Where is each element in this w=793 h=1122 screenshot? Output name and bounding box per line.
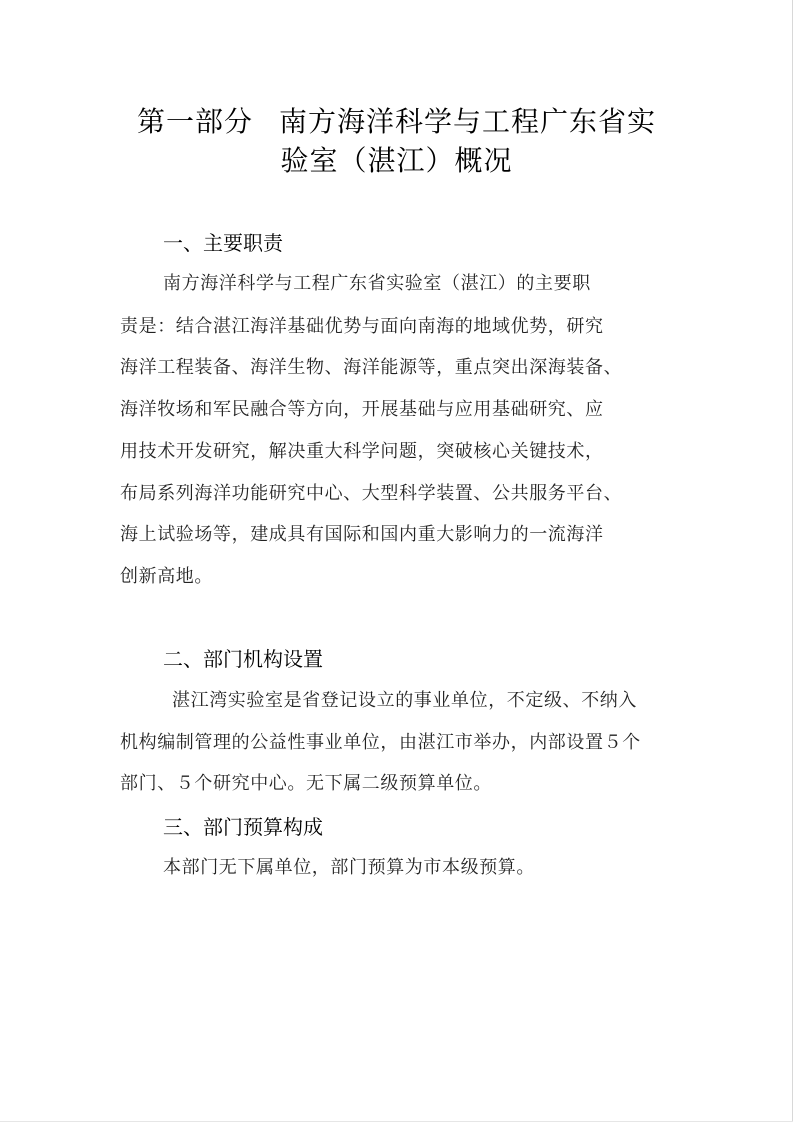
- paragraph-line: 部门、５个研究中心。无下属二级预算单位。: [120, 773, 492, 794]
- page-title-line-2: 验室（湛江）概况: [280, 144, 513, 177]
- paragraph-line: 海洋工程装备、海洋生物、海洋能源等，重点突出深海装备、: [120, 357, 623, 378]
- paragraph-line: 机构编制管理的公益性事业单位，由湛江市举办，内部设置５个: [120, 732, 641, 753]
- paragraph-line: 创新高地。: [120, 566, 213, 587]
- section-heading-budget: 三、部门预算构成: [163, 815, 323, 839]
- title-part-label: 第一部分: [136, 105, 253, 138]
- paragraph-line: 本部门无下属单位，部门预算为市本级预算。: [163, 857, 535, 878]
- paragraph-line: 布局系列海洋功能研究中心、大型科学装置、公共服务平台、: [120, 483, 623, 504]
- paragraph-line: 海洋牧场和军民融合等方向，开展基础与应用基础研究、应: [120, 399, 604, 420]
- paragraph-line: 海上试验场等，建成具有国际和国内重大影响力的一流海洋: [120, 524, 604, 545]
- page-title-line-1: [0, 102, 793, 142]
- paragraph-line: 责是：结合湛江海洋基础优势与面向南海的地域优势，研究: [120, 316, 604, 337]
- paragraph-line: 南方海洋科学与工程广东省实验室（湛江）的主要职: [163, 273, 591, 294]
- paragraph-line: 湛江湾实验室是省登记设立的事业单位，不定级、不纳入: [172, 690, 637, 711]
- section-heading-duties: 一、主要职责: [163, 231, 283, 255]
- paragraph-line: 用技术开发研究，解决重大科学问题，突破核心关键技术，: [120, 441, 604, 462]
- title-text-1: 南方海洋科学与工程广东省实: [279, 105, 657, 138]
- section-heading-organization: 二、部门机构设置: [163, 647, 323, 671]
